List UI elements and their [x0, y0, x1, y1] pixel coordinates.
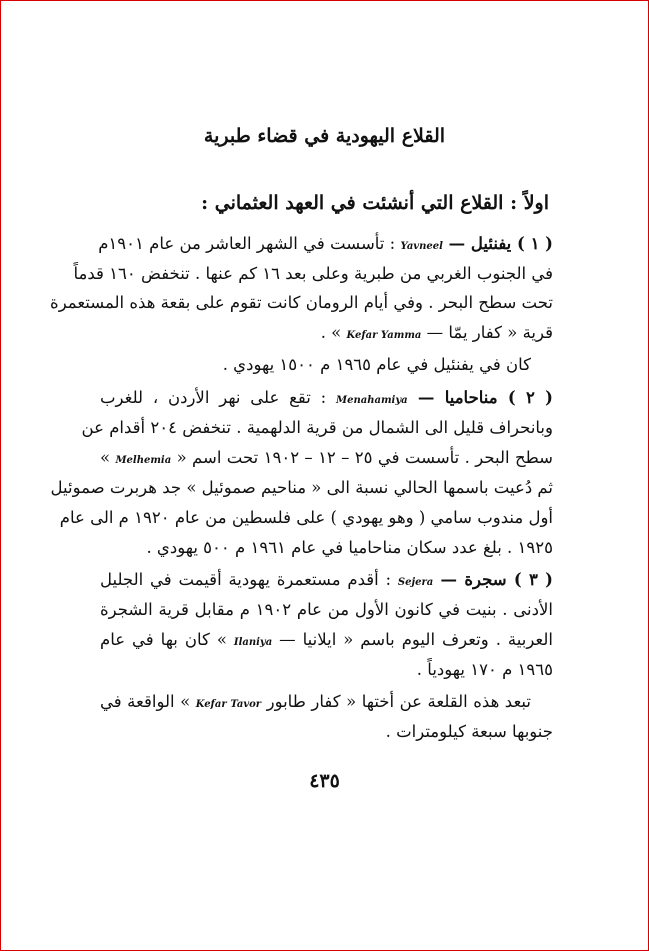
latin-name: Sejera — [397, 577, 434, 588]
text-line — [100, 323, 553, 346]
text-line: ١٩٦٥ م ١٧٠ يهودياً . — [416, 660, 553, 679]
text-line: أول مندوب سامي ( وهو يهودي ) على فلسطين من عام ١٩٢٠ م الى عام — [59, 508, 553, 527]
text-segment: » كان بها في عام — [100, 630, 234, 649]
text-line: الأدنى . بنيت في كانون الأول من عام ١٩٠٢ م مقابل قرية الشجرة — [100, 600, 553, 619]
entry-title: ( ٣ ) سجرة — — [433, 570, 553, 589]
section-heading: اولاً : القلاع التي أنشئت في العهد العثماني : — [201, 192, 549, 214]
latin-name: Kefar Tavor — [195, 699, 262, 710]
text-segment: العربية . وتعرف اليوم باسم « ايلانيا — — [272, 630, 553, 649]
text-segment: » . — [320, 323, 347, 342]
text-line — [100, 692, 531, 715]
text-segment: : تأسست في الشهر العاشر من عام ١٩٠١م — [98, 234, 401, 253]
text-line: جنوبها سبعة كيلومترات . — [385, 722, 553, 741]
text-line: وبانحراف قليل الى الشمال من قرية الدلهمية . تنخفض ٢٠٤ أقدام عن — [81, 418, 553, 437]
latin-name: Kefar Yamma — [346, 330, 422, 341]
text-segment: : تقع على نهر الأردن ، للغرب — [100, 388, 337, 407]
text-line: تحت سطح البحر . وفي أيام الرومان كانت تقوم على بقعة هذه المستعمرة — [50, 293, 553, 312]
latin-name: Yavneel — [400, 241, 443, 252]
text-line — [100, 234, 553, 257]
page-number: ٤٣٥ — [309, 770, 340, 792]
text-line: ١٩٢٥ . بلغ عدد سكان مناحاميا في عام ١٩٦١ م ٥٠٠ يهودي . — [146, 538, 553, 557]
entry-title: ( ١ ) يفنئيل — — [442, 234, 553, 253]
text-segment: تبعد هذه القلعة عن أختها « كفار طابور — [261, 692, 531, 711]
entry-title: ( ٢ ) مناحاميا — — [407, 388, 553, 407]
text-segment: : أقدم مستعمرة يهودية أقيمت في الجليل — [100, 570, 398, 589]
latin-name: Menahamiya — [336, 395, 408, 406]
text-line — [100, 630, 553, 653]
text-segment: سطح البحر . تأسست في ٢٥ – ١٢ – ١٩٠٢ تحت اسم « — [171, 448, 553, 467]
text-segment: » الواقعة في — [100, 692, 196, 711]
text-line: في الجنوب الغربي من طبرية وعلى بعد ١٦ كم عنها . تنخفض ١٦٠ قدماً — [73, 264, 553, 283]
text-segment: قرية « كفار يمّا — — [421, 323, 553, 342]
page-title: القلاع اليهودية في قضاء طبرية — [203, 125, 446, 147]
text-line — [100, 570, 553, 593]
text-line — [100, 388, 553, 411]
latin-name: Melhemia — [115, 455, 172, 466]
text-segment: » — [100, 448, 116, 467]
latin-name: Ilaniya — [233, 637, 273, 648]
text-line — [100, 448, 553, 471]
text-line: كان في يفنئيل في عام ١٩٦٥ م ١٥٠٠ يهودي . — [222, 355, 531, 374]
text-line: ثم دُعيت باسمها الحالي نسبة الى « مناحيم صموئيل » جد هربرت صموئيل — [50, 478, 553, 497]
